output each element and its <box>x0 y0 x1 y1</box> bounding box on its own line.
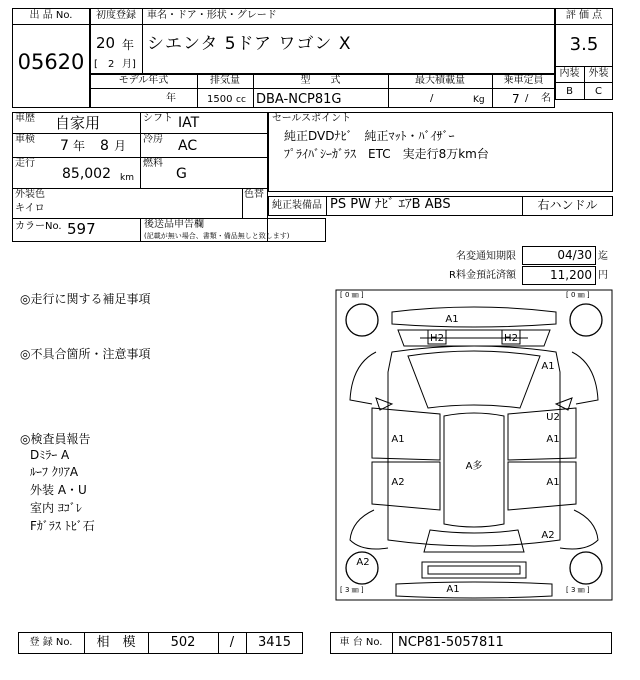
color-no-value: 597 <box>67 220 96 238</box>
interior-grade: B <box>566 86 573 97</box>
docs-note: (記載が無い場合、書類・備品無しと致します) <box>144 232 290 240</box>
displacement-unit: cc <box>236 95 246 105</box>
driving-notes-title: ◎走行に関する補足事項 <box>20 292 151 306</box>
ext-color-label: 外装色 <box>15 189 45 200</box>
displacement-label: 排気量 <box>210 75 240 86</box>
ext-color-value: キイロ <box>15 203 45 214</box>
tire-depth-front-left: [ 0 ㎜ ] <box>340 291 364 299</box>
max-load-unit: Kg <box>473 95 485 105</box>
damage-mark: A1 <box>391 434 405 445</box>
history-label: 車歴 <box>15 113 35 124</box>
shift-label: シフト <box>143 113 173 124</box>
damage-mark: A2 <box>541 530 555 541</box>
lot-number: 05620 <box>17 50 85 74</box>
first-reg-month: 2 <box>108 59 115 70</box>
inspector-line: 外装 A・U <box>30 483 87 497</box>
shift-value: IAT <box>178 115 200 131</box>
model-year-unit: 年 <box>166 93 176 104</box>
reg-region: 相 模 <box>96 635 136 650</box>
lot-label: 出 品 No. <box>29 10 73 21</box>
capacity-sep: / <box>525 93 529 104</box>
reg-label: 登 録 No. <box>29 637 73 648</box>
type-value: DBA-NCP81G <box>256 92 342 107</box>
sales-line-1: 純正DVDﾅﾋﾞ 純正ﾏｯﾄ・ﾊﾞｲｻﾞｰ <box>284 129 455 143</box>
recycle-value: 11,200 <box>550 268 592 282</box>
equipment-label: 純正装備品 <box>272 200 322 211</box>
inspector-title: ◎検査員報告 <box>20 432 91 446</box>
docs-label: 後送品申告欄 <box>144 219 204 230</box>
reg-class: 502 <box>170 635 196 650</box>
recycle-unit: 円 <box>598 270 608 281</box>
max-load-sep: / <box>430 93 434 104</box>
name-change-label: 名変通知期限 <box>456 251 516 262</box>
year-unit: 年 <box>122 38 135 52</box>
damage-mark: A1 <box>541 361 555 372</box>
inspector-line: ﾙｰﾌ ｸﾘｱA <box>30 465 79 479</box>
mileage-unit: km <box>120 173 134 183</box>
reg-number: 3415 <box>257 635 292 650</box>
first-reg-month-open: [ <box>94 59 98 70</box>
sales-line-2: ﾌﾟﾗｲﾊﾞｼｰｶﾞﾗｽ ETC 実走行8万km台 <box>284 147 489 161</box>
damage-mark: U2 <box>546 412 560 423</box>
interior-label: 内装 <box>559 68 580 79</box>
ac-value: AC <box>178 138 198 154</box>
inspection-label: 車検 <box>15 134 35 145</box>
ac-label: 冷房 <box>143 134 163 145</box>
first-reg-year: 20 <box>96 34 116 52</box>
damage-mark: H2 <box>430 333 444 344</box>
damage-mark: A1 <box>546 477 560 488</box>
steering-value: 右ハンドル <box>537 198 598 212</box>
first-reg-label: 初度登録 <box>96 10 136 21</box>
capacity-label: 乗車定員 <box>503 75 544 86</box>
damage-mark: A1 <box>546 434 560 445</box>
max-load-label: 最大積載量 <box>415 75 465 86</box>
exterior-grade: C <box>595 86 602 97</box>
history-value: 自家用 <box>55 114 101 132</box>
inspection-month: 8 <box>100 138 109 154</box>
damage-mark: A2 <box>356 557 370 568</box>
recycle-label: R料金預託済額 <box>449 270 516 281</box>
displacement-value: 1500 <box>207 94 233 105</box>
mileage-value: 85,002 <box>62 166 111 182</box>
fuel-label: 燃料 <box>143 158 163 169</box>
equipment-value: PS PW ﾅﾋﾞ ｴｱB ABS <box>330 197 451 212</box>
model-year-label: モデル年式 <box>118 75 169 86</box>
car-name: シエンタ 5ドア ワゴン X <box>147 34 352 54</box>
fuel-value: G <box>176 166 187 182</box>
score-label: 評 価 点 <box>565 10 603 21</box>
score-value: 3.5 <box>569 34 599 55</box>
inspection-year-unit: 年 <box>73 139 86 153</box>
mileage-label: 走行 <box>15 158 35 169</box>
inspection-year: 7 <box>60 138 69 154</box>
exterior-label: 外装 <box>588 68 609 79</box>
tire-depth-rear-right: [ 3 ㎜ ] <box>566 586 590 594</box>
inspector-line: 室内 ﾖｺﾞﾚ <box>30 501 82 515</box>
inspection-month-unit: 月 <box>114 139 127 153</box>
defect-notes-title: ◎不具合箇所・注意事項 <box>20 347 151 361</box>
color-no-label: カラーNo. <box>15 221 62 232</box>
first-reg-month-close: 月] <box>122 59 136 70</box>
chassis-value: NCP81-5057811 <box>398 635 504 650</box>
damage-mark: A1 <box>445 314 459 325</box>
damage-mark: A多 <box>465 461 483 472</box>
tire-depth-front-right: [ 0 ㎜ ] <box>566 291 590 299</box>
name-change-unit: 迄 <box>598 251 608 262</box>
name-change-value: 04/30 <box>557 248 592 262</box>
damage-mark: A2 <box>391 477 405 488</box>
damage-mark: A1 <box>446 584 460 595</box>
damage-mark: H2 <box>504 333 518 344</box>
inspector-line: Dﾐﾗｰ A <box>30 448 70 462</box>
chassis-label: 車 台 No. <box>339 637 383 648</box>
capacity-value: 7 <box>512 92 520 106</box>
sales-label: セールスポイント <box>272 113 352 124</box>
color-change-label: 色替 <box>244 189 264 200</box>
reg-separator: / <box>229 635 235 650</box>
tire-depth-rear-left: [ 3 ㎜ ] <box>340 586 364 594</box>
capacity-unit: 名 <box>541 93 551 104</box>
inspector-line: Fｶﾞﾗｽ ﾄﾋﾞ石 <box>30 519 95 533</box>
name-label: 車名・ドア・形状・グレード <box>147 10 277 21</box>
type-label: 型 式 <box>300 75 341 86</box>
